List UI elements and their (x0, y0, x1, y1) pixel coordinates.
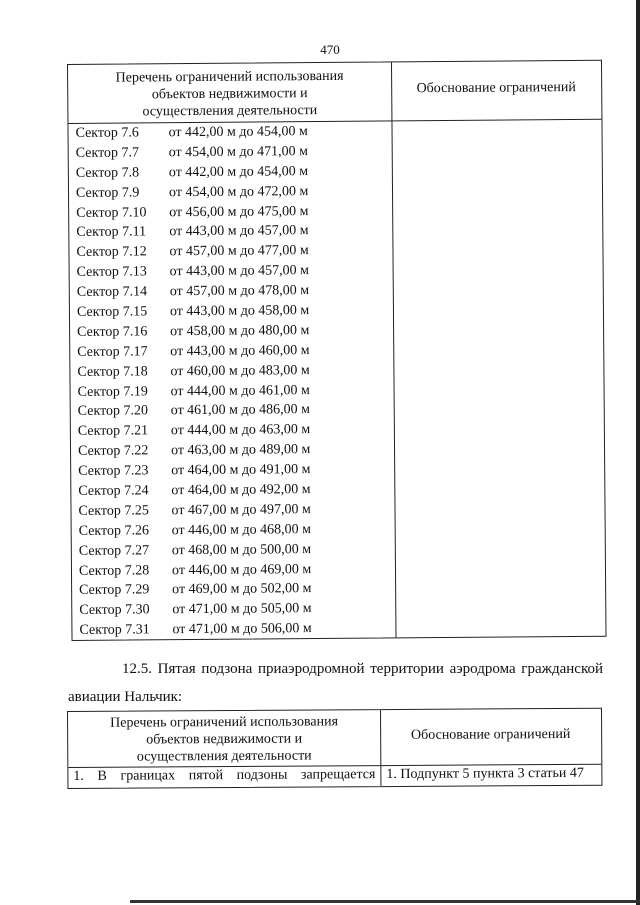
table-row (72, 540, 395, 562)
height-range: от 444,00 м до 463,00 м (170, 422, 311, 439)
sector-name: Сектор 7.25 (78, 503, 149, 519)
restrictions-table-sectors (67, 60, 607, 641)
height-range: от 443,00 м до 458,00 м (169, 303, 310, 320)
height-range: от 442,00 м до 454,00 м (168, 124, 308, 141)
sector-name: Сектор 7.9 (75, 185, 140, 201)
table-row (72, 600, 395, 622)
table-row (71, 480, 394, 502)
table-row (71, 441, 394, 463)
sector-name: Сектор 7.30 (79, 602, 150, 619)
table-row (71, 381, 394, 403)
page-edge (636, 0, 640, 905)
table-row (71, 421, 394, 443)
height-range: от 469,00 м до 502,00 м (172, 581, 312, 598)
height-range: от 471,00 м до 506,00 м (172, 621, 312, 638)
height-range: от 460,00 м до 483,00 м (170, 362, 310, 379)
table-row (69, 182, 392, 204)
height-range: от 444,00 м до 461,00 м (170, 382, 310, 399)
height-range: от 446,00 м до 469,00 м (171, 561, 312, 578)
sector-name: Сектор 7.11 (76, 224, 147, 241)
height-range: от 471,00 м до 505,00 м (172, 601, 312, 618)
sector-name: Сектор 7.21 (77, 423, 149, 440)
table-row (69, 142, 392, 164)
table-row (70, 262, 393, 284)
sector-name: Сектор 7.8 (75, 165, 140, 181)
sector-name: Сектор 7.7 (75, 145, 140, 161)
header-justification: Обоснование ограничений (410, 726, 571, 743)
height-range: от 456,00 м до 475,00 м (169, 203, 309, 220)
table-row (71, 461, 394, 483)
table-row (72, 620, 395, 642)
table-row (70, 321, 393, 343)
table-row (70, 301, 393, 323)
height-range: от 463,00 м до 489,00 м (170, 442, 311, 459)
sector-name: Сектор 7.22 (77, 443, 149, 460)
height-range: от 461,00 м до 486,00 м (170, 402, 311, 419)
table-row (68, 122, 391, 144)
header-restrictions-list: Перечень ограничений использования объектов недвижимости и осуществления деятельности (115, 68, 344, 120)
height-range: от 443,00 м до 457,00 м (169, 223, 309, 240)
page-number: 470 (320, 42, 340, 57)
table-row (70, 341, 393, 363)
sector-name: Сектор 7.19 (77, 383, 148, 400)
height-range: от 467,00 м до 497,00 м (171, 502, 311, 519)
sector-name: Сектор 7.14 (76, 284, 148, 301)
restrictions-table-subzone5 (67, 708, 602, 789)
height-range: от 464,00 м до 492,00 м (171, 482, 311, 499)
justification-item: 1. Подпункт 5 пункта 3 статьи 47 (386, 765, 584, 783)
table-row (71, 500, 394, 522)
height-range: от 442,00 м до 454,00 м (168, 163, 309, 180)
sector-name: Сектор 7.23 (78, 463, 149, 480)
table-row (72, 560, 395, 582)
sector-name: Сектор 7.24 (78, 483, 149, 499)
sector-name: Сектор 7.27 (78, 543, 150, 559)
table-row (69, 222, 392, 244)
sector-name: Сектор 7.13 (76, 264, 147, 281)
sector-rows (68, 122, 395, 642)
sector-name: Сектор 7.31 (79, 622, 150, 639)
header-justification: Обоснование ограничений (416, 80, 576, 97)
table-row (71, 401, 394, 423)
sector-name: Сектор 7.29 (79, 582, 150, 599)
table-row (70, 361, 393, 383)
sector-name: Сектор 7.17 (77, 344, 148, 360)
table-row (69, 202, 392, 224)
height-range: от 458,00 м до 480,00 м (170, 323, 310, 340)
height-range: от 443,00 м до 457,00 м (169, 263, 309, 280)
table-row (72, 520, 395, 542)
section-paragraph: 12.5. Пятая подзона приаэродромной территории аэродрома гражданской авиации Нальчик: (68, 661, 603, 705)
page-bottom-edge (130, 900, 640, 903)
height-range: от 443,00 м до 460,00 м (170, 342, 310, 359)
table-row (70, 282, 393, 304)
sector-name: Сектор 7.18 (77, 364, 148, 380)
sector-name: Сектор 7.6 (75, 125, 139, 141)
sector-name: Сектор 7.16 (77, 324, 148, 340)
height-range: от 454,00 м до 472,00 м (168, 183, 309, 200)
table-row (72, 580, 395, 602)
height-range: от 446,00 м до 468,00 м (171, 521, 312, 539)
height-range: от 457,00 м до 477,00 м (169, 243, 309, 260)
table-row (69, 242, 392, 264)
sector-name: Сектор 7.20 (77, 403, 149, 420)
sector-name: Сектор 7.26 (78, 523, 150, 539)
restriction-item: 1. В границах пятой подзоны запрещается (73, 767, 376, 784)
header-restrictions-list: Перечень ограничений использования объектов недвижимости и осуществления деятельности (110, 714, 339, 765)
sector-name: Сектор 7.28 (78, 562, 150, 579)
table-row (69, 162, 392, 184)
height-range: от 468,00 м до 500,00 м (171, 541, 312, 558)
height-range: от 464,00 м до 491,00 м (171, 462, 311, 479)
height-range: от 457,00 м до 478,00 м (169, 283, 310, 300)
sector-name: Сектор 7.12 (76, 244, 147, 261)
sector-name: Сектор 7.15 (76, 304, 148, 320)
sector-name: Сектор 7.10 (76, 204, 147, 221)
height-range: от 454,00 м до 471,00 м (168, 144, 309, 161)
